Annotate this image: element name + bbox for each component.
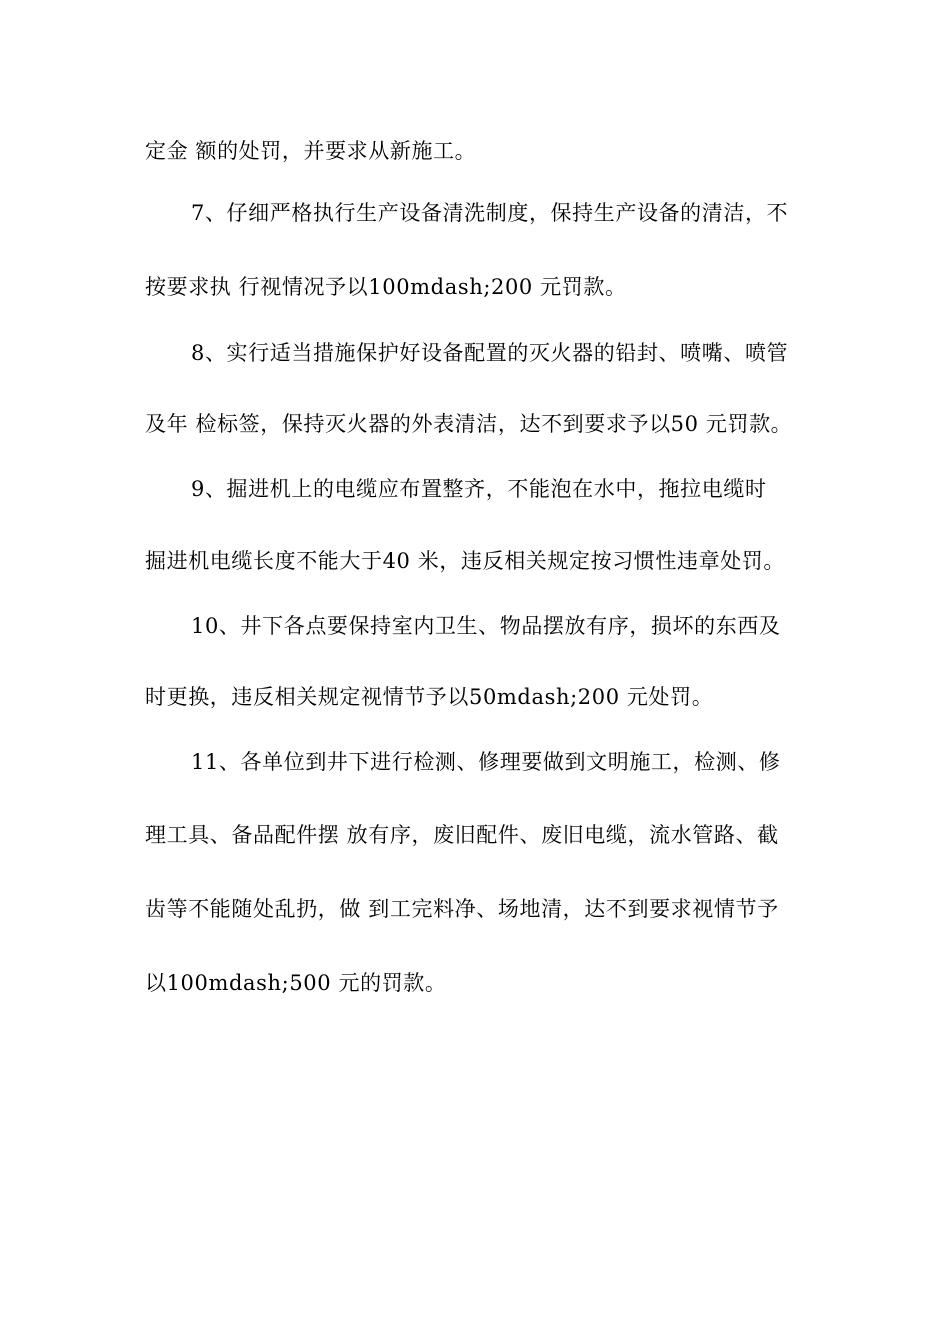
text-line: 7、仔细严格执行生产设备清洗制度，保持生产设备的清洁，不 xyxy=(191,201,789,225)
text-line: 掘进机电缆长度不能大于40 米，违反相关规定按习惯性违章处罚。 xyxy=(145,549,785,573)
text-line: 时更换，违反相关规定视情节予以50mdash;200 元处罚。 xyxy=(145,685,714,709)
text-line: 以100mdash;500 元的罚款。 xyxy=(145,971,447,995)
text-line: 9、掘进机上的电缆应布置整齐，不能泡在水中，拖拉电缆时 xyxy=(191,477,767,501)
text-line: 及年 检标签，保持灭火器的外表清洁，达不到要求予以50 元罚款。 xyxy=(145,412,793,436)
text-line: 8、实行适当措施保护好设备配置的灭火器的铅封、喷嘴、喷管 xyxy=(191,341,789,365)
text-line: 理工具、备品配件摆 放有序，废旧配件、废旧电缆，流水管路、截 xyxy=(145,823,779,847)
text-line: 按要求执 行视情况予以100mdash;200 元罚款。 xyxy=(145,275,627,299)
text-line: 10、井下各点要保持室内卫生、物品摆放有序，损坏的东西及 xyxy=(191,614,781,638)
text-line: 齿等不能随处乱扔，做 到工完料净、场地清，达不到要求视情节予 xyxy=(145,897,779,921)
text-line: 11、各单位到井下进行检测、修理要做到文明施工，检测、修 xyxy=(191,750,781,774)
text-line: 定金 额的处罚，并要求从新施工。 xyxy=(145,139,477,163)
